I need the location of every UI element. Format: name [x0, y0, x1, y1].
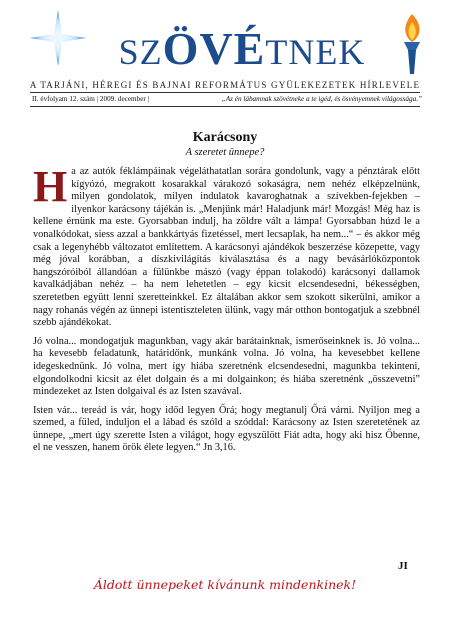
drop-cap: H	[33, 162, 68, 211]
title-part-2: ÖVÉ	[162, 23, 266, 74]
article-body	[33, 162, 420, 461]
issue-info-bar	[32, 95, 422, 103]
paragraph-2: Jó volna... mondogatjuk magunkban, vagy akár barátainknak, ismerőseinknek is. Jó volna... ha kevesebb feladatunk, határidőnk, munkánk volna. Jó volna, ha kevesebbet kellene idegeskednünk. Jó volna, mert így hiába szeretnénk elcsendesedni, magunkba tekinteni, elgondolkodni kicsit az élet dolgain és a mi dolgainkon; és hiába szeretnénk „összevetni” mindezeket az Isten dolgaival és az Isten szavával.	[33, 335, 420, 398]
paragraph-3: Isten vár... tereád is vár, hogy időd legyen Őrá; hogy megtanulj Őrá várni. Nyiljon meg a szemed, a füled, induljon el a lábad és szóld a szóddal: Karácsony az Isten szeretetének az ünnepe, „mert úgy szerette Isten a világot, hogy egyszülött Fiát adta, hogy aki hisz Őbenne, el ne vesszen, hanem örök élete legyen.“ Jn 3,16.	[33, 404, 420, 454]
title-part-1: SZ	[118, 32, 163, 72]
article-subtitle: A szeretet ünnepe?	[185, 147, 265, 158]
newsletter-title	[102, 22, 382, 75]
newsletter-subtitle: A TARJÁNI, HÉREGI ÉS BAJNAI REFORMÁTUS GYÜLEKEZETEK HÍRLEVELE	[29, 80, 421, 90]
paragraph-1-text: a az autók féklámpáinak végeláthatatlan sorára gondolunk, vagy a pénztárak előtt kígyózó, megrakott kosarakkal várakozó sokaságra, nem nehéz elképzelnünk, milyen gondolatok, milyen indulatok kavaroghatnak a szívekben-fejekben – ilyenkor karácsony tájékán is. „Menjünk már! Haladjunk már! Mozgás! Még haz is kellene érnünk ma este. Gyorsabban indulj, ha zöldre vált a lámpa! Gyorsabban húzd le a vonalkódokat, siess azzal a bankkártyás fizetéssel, mert lecsaplak, ha nem...“ – és akkor még csak a legenyhébb változatot említettem. A karácsonyi ajándékok beszerzése közepette, vagy még jóval korábban, a díszkivilágítás kiválasztása és a nagy bevásárlóközpontok hangszóróiból állandóan a fülünkbe mászó (vagy éppan tolakodó) karácsonyi dallamok kavalkádjában nehéz – ha nem lehetetlen – egy kicsit elcsendesedni, békességben, szeretetben együtt lenni szeretteinkkel. Ez általában akkor sem szokott sikerülni, amikor a nagy rohanás végén az ünnepi istentiszteleten ülünk, vagy már otthon bontogatjuk a szebbnél szebb ajándékokat.	[33, 166, 420, 329]
title-part-3: TNEK	[265, 32, 366, 72]
greeting: Áldott ünnepeket kívánunk mindenkinek!	[93, 577, 357, 592]
motto: „Az én lábamnak szövétneke a te igéd, és ösvényemnek világossága.”	[221, 95, 422, 103]
header-rule-bottom	[30, 106, 420, 107]
header-rule-top	[30, 92, 420, 93]
article-title: Karácsony	[192, 130, 258, 145]
signature: JI	[398, 560, 408, 572]
star-icon	[30, 10, 86, 66]
torch-icon	[392, 12, 432, 76]
issue-info: II. évfolyam 12. szám | 2009. december |	[32, 95, 150, 103]
paragraph-1	[33, 162, 420, 330]
